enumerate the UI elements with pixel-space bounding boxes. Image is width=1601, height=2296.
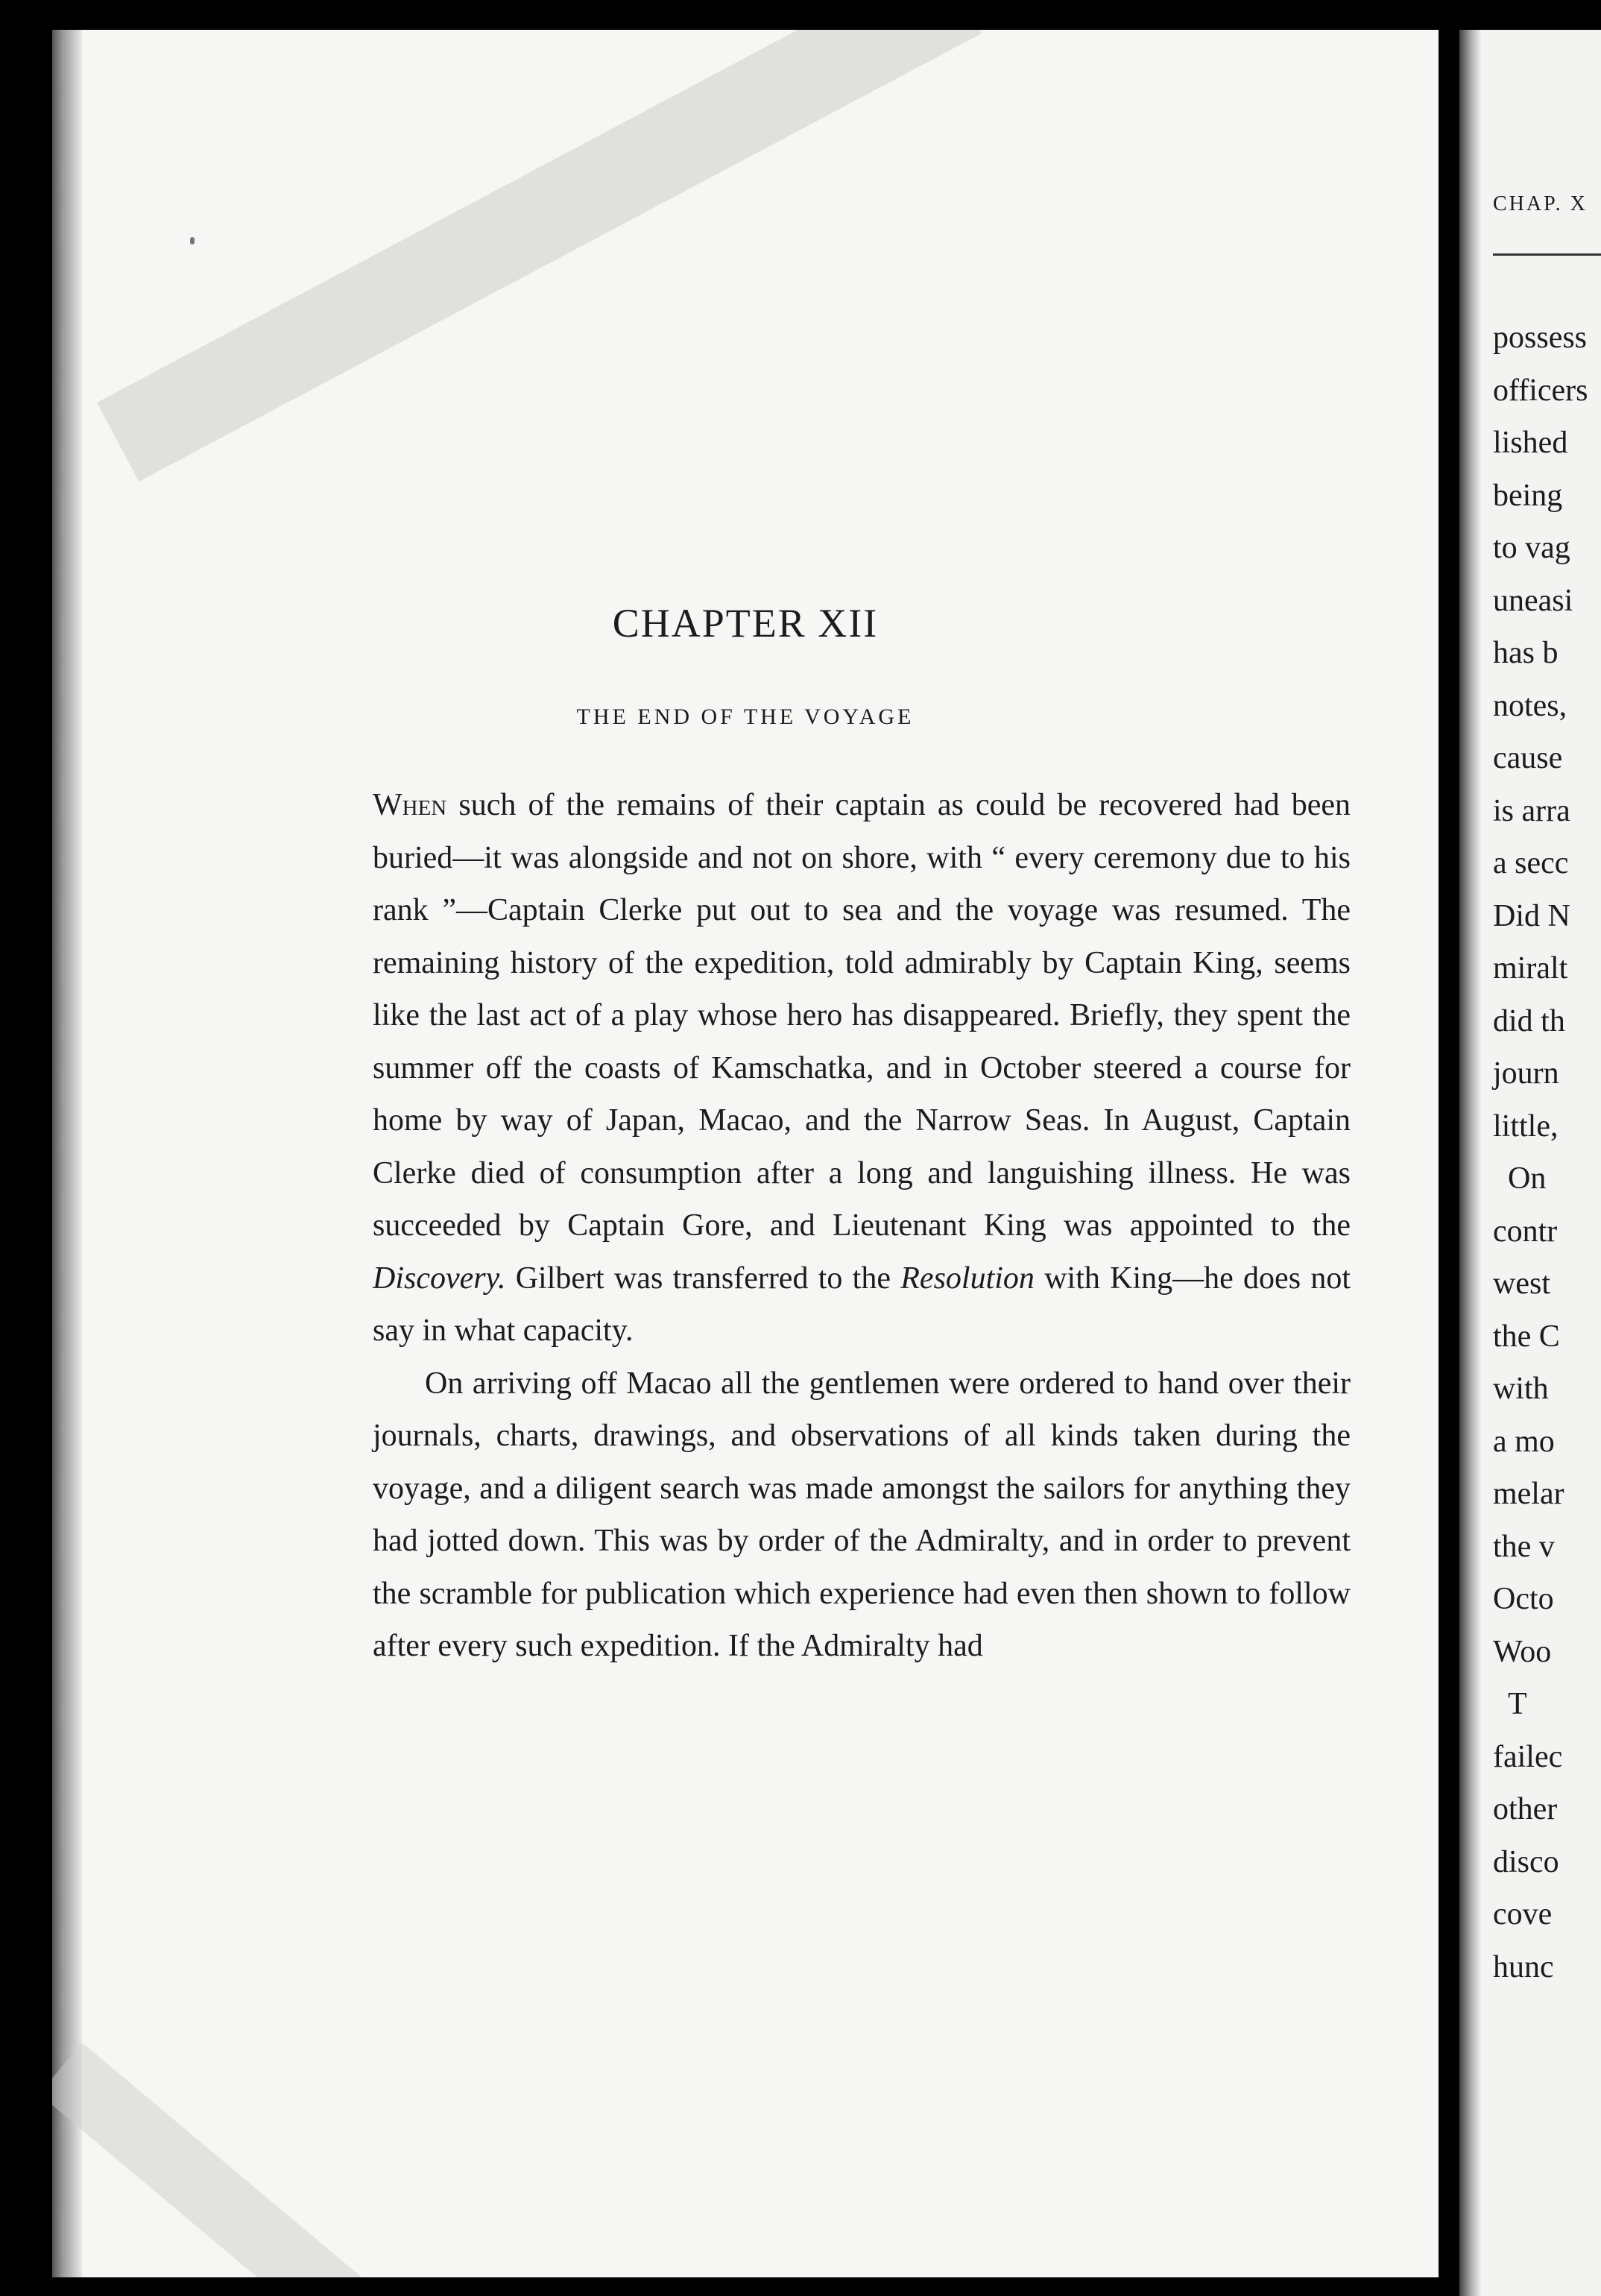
facing-page-line: a secc xyxy=(1493,846,1569,880)
tape-mark-top xyxy=(97,30,982,482)
facing-page-line: notes, xyxy=(1493,688,1567,723)
chapter-heading: CHAPTER XII xyxy=(612,601,879,646)
page-fold-shadow xyxy=(1459,30,1482,2296)
facing-page-line: On xyxy=(1508,1161,1547,1196)
facing-page-line: Woo xyxy=(1493,1634,1552,1669)
facing-page-line: cause xyxy=(1493,741,1563,775)
running-head: CHAP. X xyxy=(1493,192,1588,215)
facing-page-line: has b xyxy=(1493,636,1559,670)
facing-page-line: other xyxy=(1493,1792,1558,1826)
ship-name-discovery: Discovery. xyxy=(373,1261,506,1296)
paragraph-2: On arriving off Macao all the gentlemen were ordered to hand over their journals, charts, drawings, and observations of all kinds taken during the voyage, and a diligent search was made amongst the sailors for anything they had jotted down. This was by order of the Admiralty, and in order to prevent the scramble for publication which experience had even then shown to follow after every such expedition. If the Admiralty had xyxy=(373,1366,1351,1663)
page-gutter-shadow xyxy=(52,30,82,2277)
paragraph-1-text-c: with King—he does not say in what capacity. xyxy=(373,1261,1351,1348)
facing-page-line: hunc xyxy=(1493,1949,1554,1984)
facing-page-line: failec xyxy=(1493,1739,1563,1774)
chapter-subtitle: THE END OF THE VOYAGE xyxy=(576,704,915,729)
ship-name-resolution: Resolution xyxy=(900,1261,1035,1296)
paragraph-1-text-b: Gilbert was transferred to the xyxy=(505,1261,901,1296)
facing-page-line: west xyxy=(1493,1267,1550,1301)
running-head-rule xyxy=(1493,253,1601,256)
facing-page-line: to vag xyxy=(1493,531,1570,565)
facing-page-line: lished xyxy=(1493,426,1568,460)
facing-page-line: disco xyxy=(1493,1844,1559,1879)
facing-page-line: cove xyxy=(1493,1897,1553,1931)
facing-page-line: T xyxy=(1508,1687,1527,1721)
facing-page-text xyxy=(1493,312,1588,1993)
facing-page-line: the C xyxy=(1493,1319,1560,1354)
facing-page-line: Octo xyxy=(1493,1582,1554,1616)
facing-page-line: the v xyxy=(1493,1529,1555,1564)
paragraph-1 xyxy=(373,779,1351,1357)
tape-mark-bottom xyxy=(52,2043,425,2277)
facing-page-line: did th xyxy=(1493,1003,1565,1038)
facing-page-line: uneasi xyxy=(1493,583,1573,618)
chapter-body xyxy=(373,779,1351,1673)
facing-page-line: is arra xyxy=(1493,793,1570,828)
book-binding xyxy=(1439,0,1459,2296)
facing-page-line: little, xyxy=(1493,1108,1559,1144)
facing-page-line: being xyxy=(1493,478,1563,513)
right-page xyxy=(1459,30,1601,2296)
facing-page-line: melar xyxy=(1493,1477,1564,1511)
ink-speck xyxy=(190,237,195,245)
facing-page-line: officers xyxy=(1493,373,1588,408)
paragraph-lead-word: When xyxy=(373,788,447,822)
paragraph-1-text-a: such of the remains of their captain as could be recovered had been buried—it was alongside and not on shore, with “ every ceremony due to his rank ”—Captain Clerke put out to sea and the voyage was resumed. The remaining history of the expedition, told admirably by Captain King, seems like the last act of a play whose hero has disappeared. Briefly, they spent the summer off the coasts of Kamschatka, and in October steered a course for home by way of Japan, Macao, and the Narrow Seas. In August, Captain Clerke died of consumption after a long and languishing illness. He was succeeded by Captain Gore, and Lieutenant King was appointed to the xyxy=(373,788,1351,1243)
facing-page-line: with xyxy=(1493,1372,1549,1406)
facing-page-line: miralt xyxy=(1493,951,1568,985)
facing-page-line: journ xyxy=(1493,1056,1559,1091)
facing-page-line: possess xyxy=(1493,321,1588,355)
facing-page-line: contr xyxy=(1493,1214,1558,1249)
facing-page-line: a mo xyxy=(1493,1424,1555,1459)
facing-page-line: Did N xyxy=(1493,898,1570,933)
